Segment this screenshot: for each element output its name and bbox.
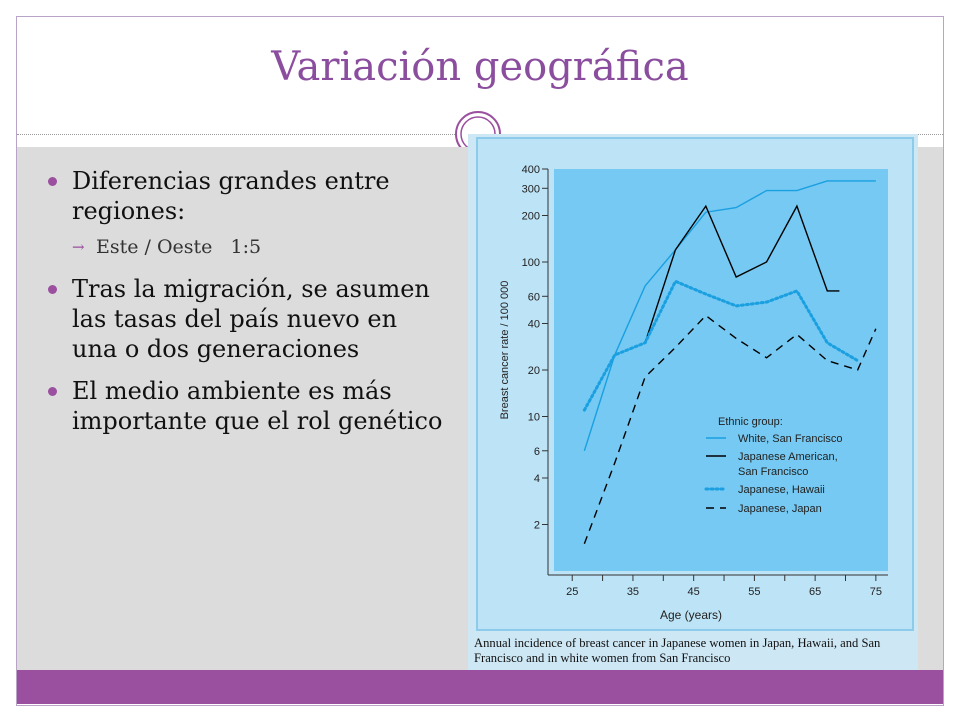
x-tick-label: 65 [809,586,822,598]
plot-area [554,169,888,571]
figure-caption: Annual incidence of breast cancer in Japanese women in Japan, Hawaii, and San Francisco and in white women from San Francisco [474,636,881,665]
legend-label: White, San Francisco [738,433,843,445]
legend-title: Ethnic group: [718,416,783,428]
bullet-text: Diferencias grandes entre regiones: [72,167,390,225]
sub-bullet-text: Este / Oeste 1:5 [96,236,262,258]
legend-label: Japanese American, [738,451,838,463]
bullet-text: Tras la migración, se asumen las tasas del país nuevo en una o dos generaciones [72,275,430,363]
x-tick-label: 45 [687,586,700,598]
bullet-item [48,376,448,436]
bullet-dot-icon [48,177,57,186]
slide-title: Variación geográfica [271,44,689,90]
bullet-item [48,166,448,226]
x-tick-label: 55 [748,586,761,598]
bullet-text: El medio ambiente es más importante que el rol genético [72,377,443,435]
x-tick-label: 75 [869,586,882,598]
arrow-right-icon: → [72,238,85,256]
x-axis-label: Age (years) [659,608,723,622]
footer-bar [17,670,943,704]
y-axis-label: Breast cancer rate / 100 000 [499,280,511,420]
y-tick-label: 40 [527,318,540,331]
y-tick-label: 200 [521,210,540,223]
x-tick-label: 25 [566,586,579,598]
y-tick-label: 20 [527,365,540,377]
y-tick-label: 2 [533,519,540,532]
x-tick-label: 35 [626,586,640,598]
y-tick-label: 60 [527,291,540,304]
bullet-list [48,166,448,448]
y-tick-label: 300 [521,183,540,196]
legend-label: San Francisco [738,466,809,478]
legend-label: Japanese, Hawaii [738,484,825,496]
sub-bullet-item [48,234,448,260]
y-tick-label: 10 [527,411,540,424]
figure-panel [468,134,918,670]
legend-label: Japanese, Japan [738,503,822,515]
y-tick-label: 400 [521,164,540,176]
y-tick-label: 4 [533,472,540,485]
chart-box [476,137,914,631]
bullet-item [48,274,448,364]
bullet-dot-icon [48,285,57,294]
line-chart [478,139,912,629]
y-tick-label: 6 [533,445,540,458]
y-tick-label: 100 [521,257,540,270]
bullet-dot-icon [48,387,57,396]
